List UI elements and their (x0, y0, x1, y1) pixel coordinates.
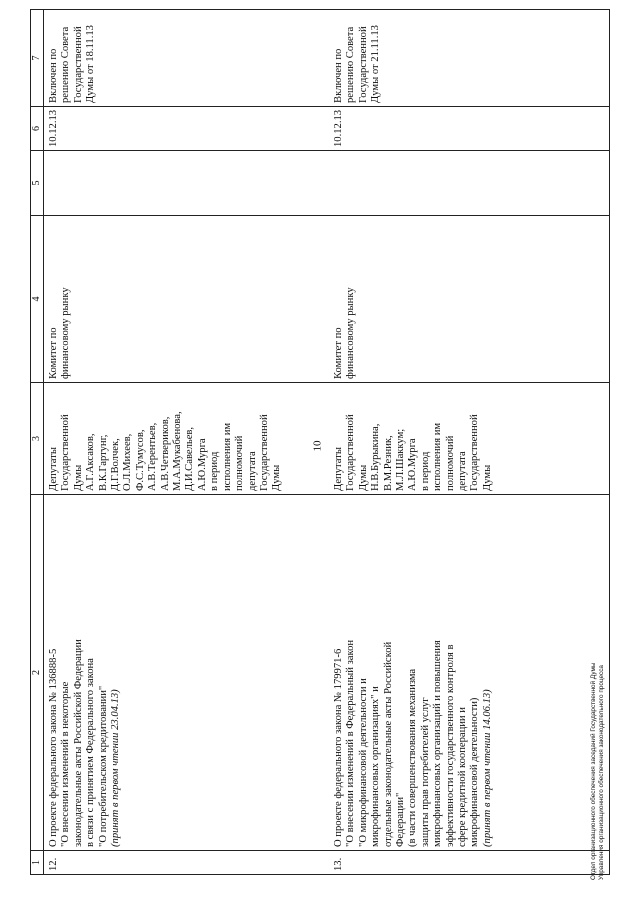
bill-title-cell (330, 495, 610, 851)
header-row (31, 10, 44, 875)
table-row (330, 10, 610, 875)
header-cell: 6 (31, 107, 44, 151)
bill-reading-note: (принят в первом чтении 14.06.13) (481, 689, 493, 847)
bill-title: О проекте федерального закона № 136888-5 "О внесении изменений в некоторые законодательные акты Российской Федерации в связи с принятием Федерального закона "О потребительском кредитовании" (48, 639, 109, 847)
header-cell: 2 (31, 495, 44, 851)
committee-cell: Комитет по финансовому рынку (44, 216, 331, 383)
header-cell: 4 (31, 216, 44, 383)
decision-cell: Включен по решению Совета Государственной Думы от 21.11.13 (330, 10, 610, 107)
bill-reading-note: (принят в первом чтении 23.04.13) (110, 689, 122, 847)
date-cell: 10.12.13 (44, 107, 331, 151)
initiators-cell: Депутаты Государственной Думы Н.В.Бурыкина, В.М.Резник, М.Л.Шаккум; А.Ю.Мурга в период исполнения им полномочий депутата Государственной Думы (330, 383, 610, 495)
footer-line-2: Управления организационного обеспечения законодательного процесса (598, 665, 605, 880)
committee-cell: Комитет по финансовому рынку (330, 216, 610, 383)
initiators-cell: Депутаты Государственной Думы А.Г.Аксаков, В.К.Гартунг, Д.Г.Волчек, О.Л.Михеев, Ф.С.Тумусов, А.В.Терентьев, А.В.Четвериков, М.А.Мукабенова, Д.И.Савельев, А.Ю.Мурга в период исполнения им полномочий депутата Государственной Думы (44, 383, 331, 495)
footer-line-1: Отдел организационного обеспечения заседаний Государственной Думы (590, 662, 597, 880)
row-number: 13. (330, 851, 610, 875)
rotated-page-content (30, 10, 638, 875)
page-number: 10 (311, 440, 324, 452)
header-cell: 7 (31, 10, 44, 107)
bill-title-cell (44, 495, 331, 851)
date-cell: 10.12.13 (330, 107, 610, 151)
table-row (44, 10, 331, 875)
bill-title: О проекте федерального закона № 179971-6 "О внесении изменений в Федеральный закон "О микрофинансовой деятельности и микрофинансовых организациях" и отдельные законодательные акты Российской Федерации" (в части совершенствования механизма защиты прав потребителей услуг микрофинансовых организаций и повышения эффективности государственного контроля в сфере кредитной кооперации и микрофинансовой деятельности) (333, 639, 481, 847)
header-cell: 3 (31, 383, 44, 495)
row-number: 12. (44, 851, 331, 875)
footer-note (590, 663, 606, 881)
column-5-cell (44, 151, 331, 216)
column-5-cell (330, 151, 610, 216)
header-cell: 5 (31, 151, 44, 216)
header-cell: 1 (31, 851, 44, 875)
agenda-table (30, 9, 610, 875)
decision-cell: Включен по решению Совета Государственной Думы от 18.11.13 (44, 10, 331, 107)
